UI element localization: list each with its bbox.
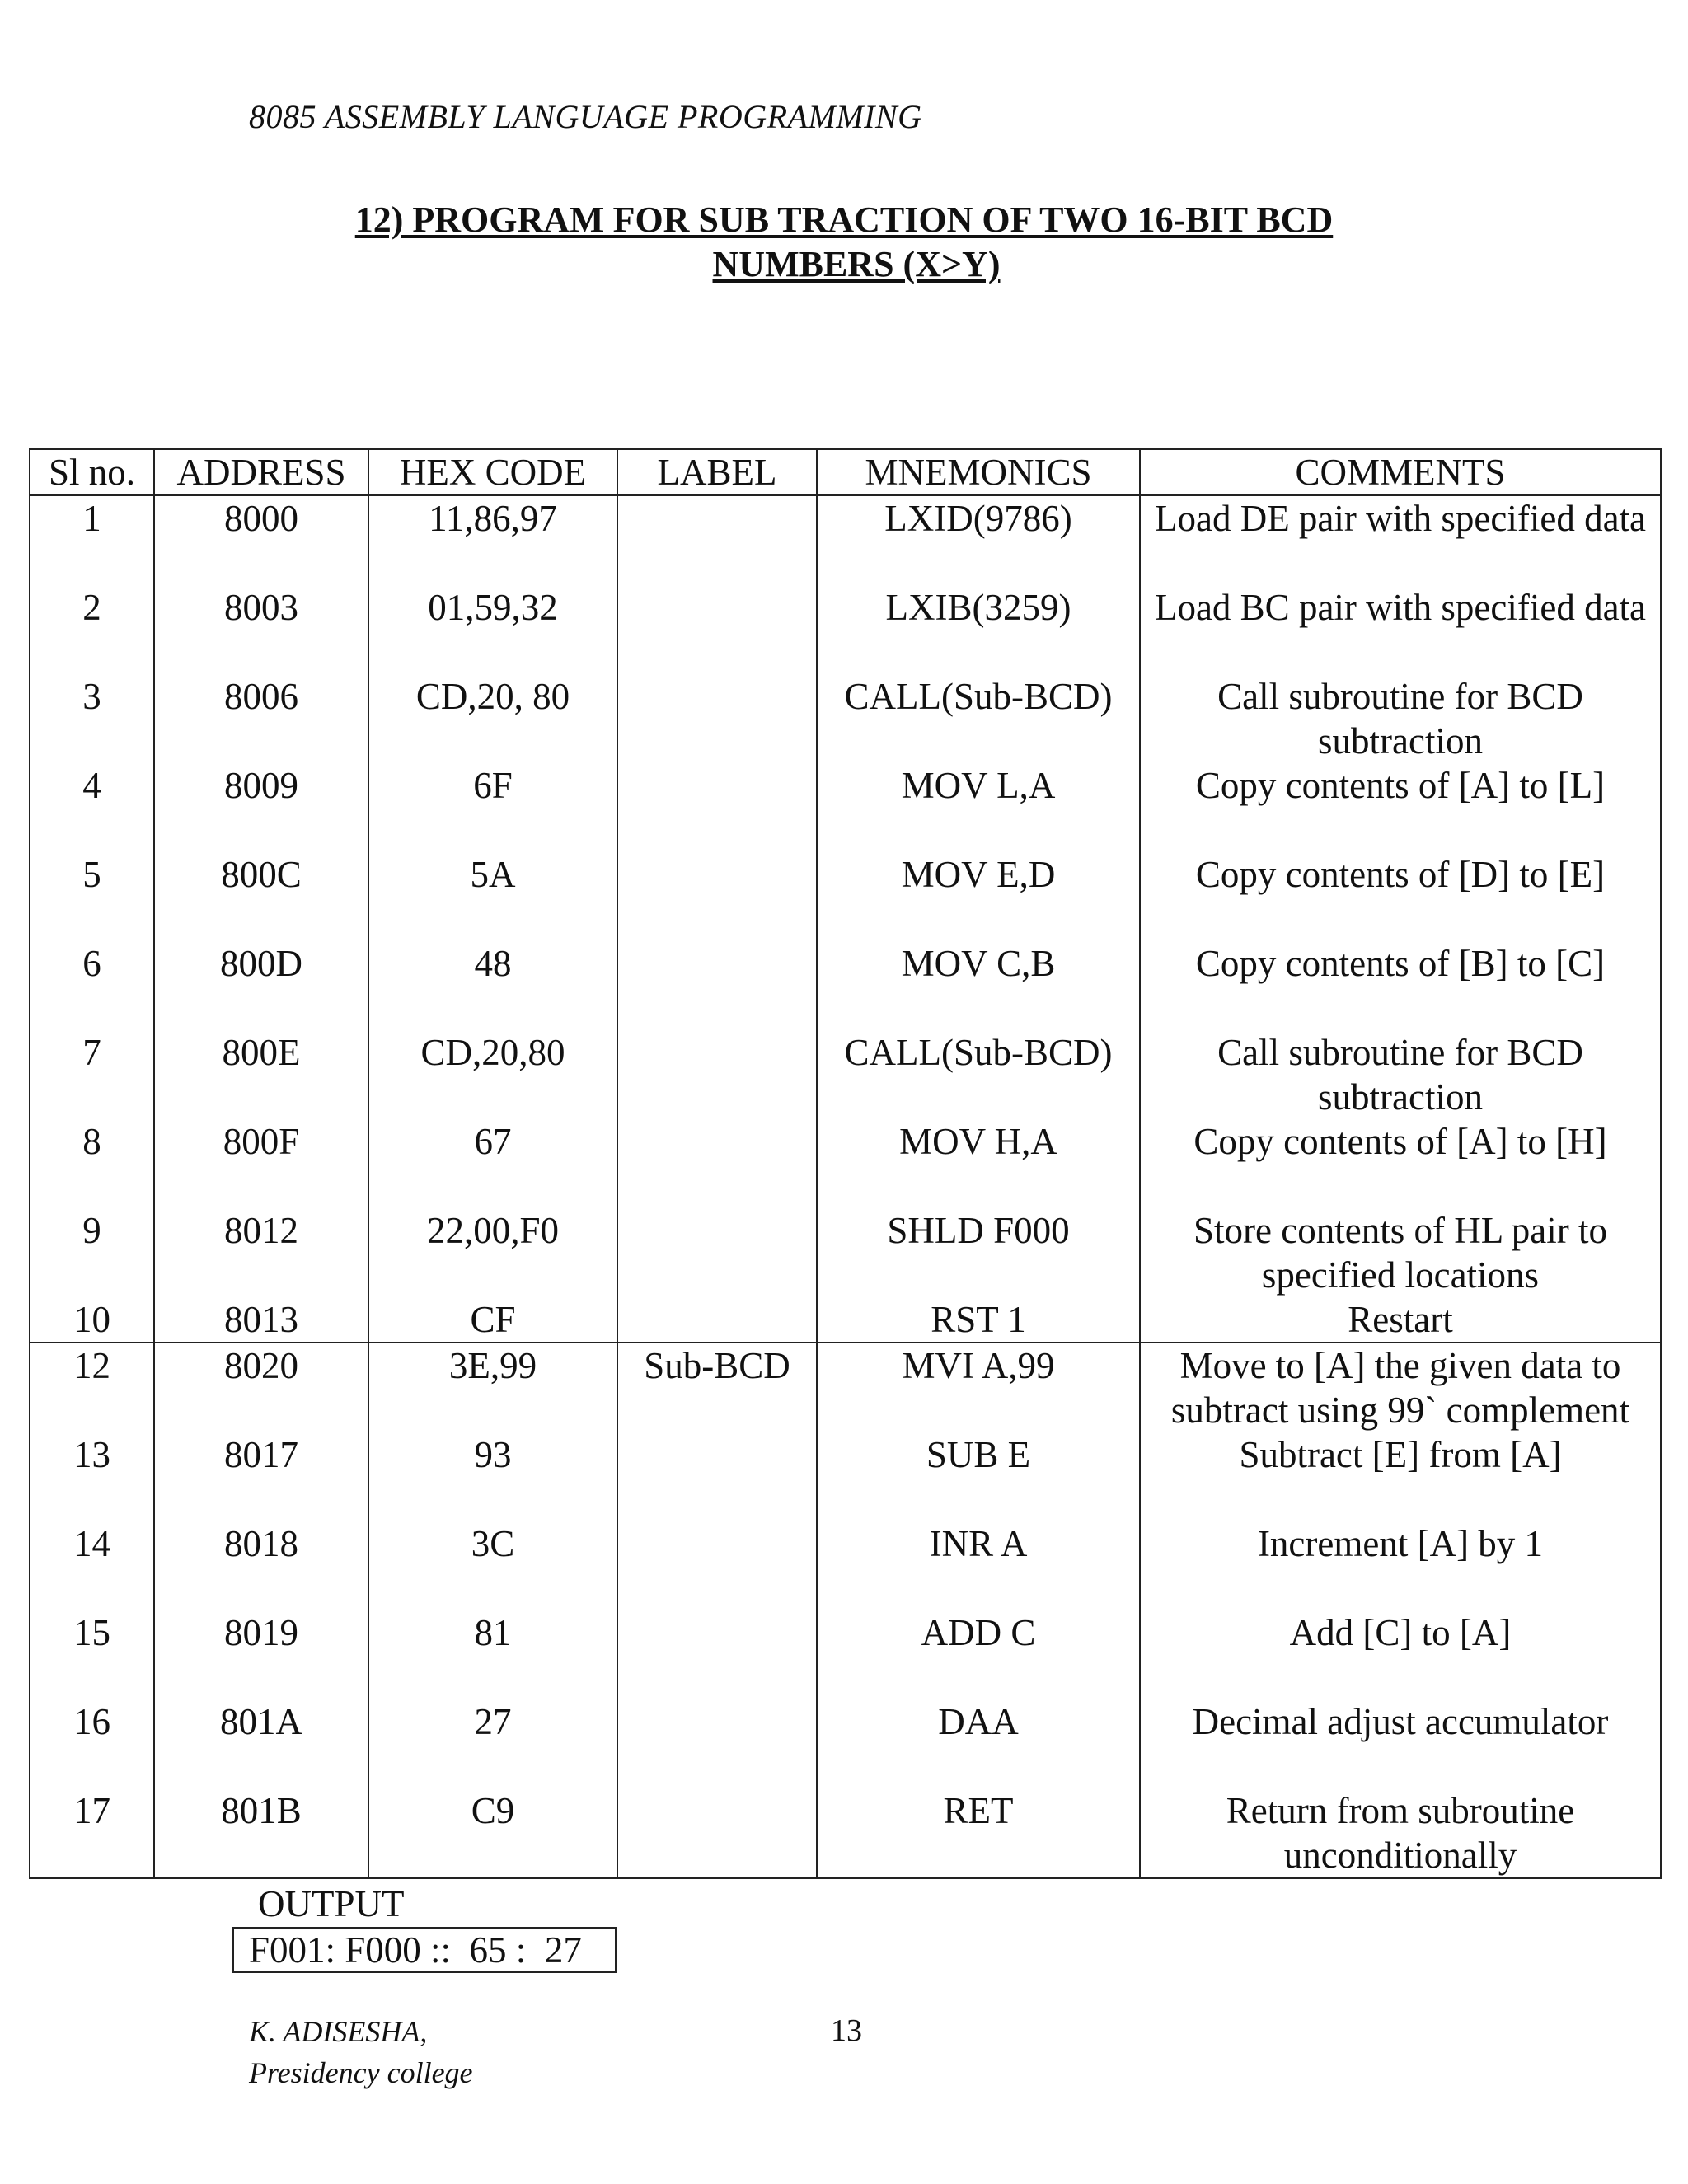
cell-mnemonic: RET — [817, 1788, 1140, 1878]
cell-hex-code: 67 — [368, 1119, 617, 1208]
cell-hex-code: 01,59,32 — [368, 585, 617, 674]
cell-mnemonic: MOV H,A — [817, 1119, 1140, 1208]
header-label: LABEL — [617, 449, 817, 495]
cell-label — [617, 1788, 817, 1878]
cell-comment: Move to [A] the given data to subtract using 99` complement — [1140, 1343, 1661, 1432]
cell-label — [617, 941, 817, 1030]
cell-label — [617, 674, 817, 763]
cell-comment: Copy contents of [A] to [H] — [1140, 1119, 1661, 1208]
cell-sl-no: 8 — [30, 1119, 154, 1208]
cell-label — [617, 495, 817, 585]
cell-comment: Restart — [1140, 1297, 1661, 1343]
cell-comment: Return from subroutine unconditionally — [1140, 1788, 1661, 1878]
cell-hex-code: 22,00,F0 — [368, 1208, 617, 1297]
table-row — [30, 1610, 1661, 1699]
cell-address: 8006 — [154, 674, 368, 763]
cell-sl-no: 15 — [30, 1610, 154, 1699]
cell-mnemonic: LXID(9786) — [817, 495, 1140, 585]
table-row — [30, 495, 1661, 585]
cell-mnemonic: RST 1 — [817, 1297, 1140, 1343]
cell-address: 8013 — [154, 1297, 368, 1343]
cell-comment: Add [C] to [A] — [1140, 1610, 1661, 1699]
cell-address: 801B — [154, 1788, 368, 1878]
cell-address: 8003 — [154, 585, 368, 674]
cell-label — [617, 1119, 817, 1208]
page-number: 13 — [831, 2013, 862, 2048]
cell-hex-code: CD,20,80 — [368, 1030, 617, 1119]
table-row — [30, 1432, 1661, 1521]
running-header: 8085 ASSEMBLY LANGUAGE PROGRAMMING — [249, 98, 922, 135]
table-row — [30, 1208, 1661, 1297]
cell-comment: Decimal adjust accumulator — [1140, 1699, 1661, 1788]
cell-sl-no: 3 — [30, 674, 154, 763]
cell-sl-no: 17 — [30, 1788, 154, 1878]
cell-comment: Call subroutine for BCD subtraction — [1140, 674, 1661, 763]
cell-sl-no: 1 — [30, 495, 154, 585]
footer-author — [249, 2011, 473, 2093]
cell-mnemonic: ADD C — [817, 1610, 1140, 1699]
cell-mnemonic: MOV L,A — [817, 763, 1140, 852]
table-row — [30, 1297, 1661, 1343]
cell-address: 8020 — [154, 1343, 368, 1432]
cell-label — [617, 1208, 817, 1297]
title-line-1: 12) PROGRAM FOR SUB TRACTION OF TWO 16-BIT BCD — [354, 199, 1334, 240]
cell-hex-code: 11,86,97 — [368, 495, 617, 585]
cell-comment: Call subroutine for BCD subtraction — [1140, 1030, 1661, 1119]
cell-label — [617, 1297, 817, 1343]
table-row — [30, 674, 1661, 763]
cell-sl-no: 10 — [30, 1297, 154, 1343]
cell-label — [617, 852, 817, 941]
cell-hex-code: 6F — [368, 763, 617, 852]
cell-comment: Copy contents of [D] to [E] — [1140, 852, 1661, 941]
cell-comment: Copy contents of [A] to [L] — [1140, 763, 1661, 852]
cell-label — [617, 1699, 817, 1788]
table-row — [30, 941, 1661, 1030]
cell-hex-code: 81 — [368, 1610, 617, 1699]
cell-sl-no: 2 — [30, 585, 154, 674]
cell-hex-code: 48 — [368, 941, 617, 1030]
author-name: K. ADISESHA, — [249, 2015, 428, 2048]
cell-address: 800C — [154, 852, 368, 941]
cell-comment: Copy contents of [B] to [C] — [1140, 941, 1661, 1030]
cell-label — [617, 1610, 817, 1699]
table-row — [30, 1119, 1661, 1208]
cell-sl-no: 12 — [30, 1343, 154, 1432]
header-sl-no: Sl no. — [30, 449, 154, 495]
cell-mnemonic: MVI A,99 — [817, 1343, 1140, 1432]
cell-sl-no: 13 — [30, 1432, 154, 1521]
cell-label — [617, 1030, 817, 1119]
cell-address: 800E — [154, 1030, 368, 1119]
table-row — [30, 852, 1661, 941]
cell-label — [617, 1521, 817, 1610]
cell-mnemonic: MOV C,B — [817, 941, 1140, 1030]
cell-mnemonic: SHLD F000 — [817, 1208, 1140, 1297]
cell-sl-no: 4 — [30, 763, 154, 852]
cell-mnemonic: DAA — [817, 1699, 1140, 1788]
cell-label — [617, 1432, 817, 1521]
cell-sl-no: 9 — [30, 1208, 154, 1297]
header-mnemonics: MNEMONICS — [817, 449, 1140, 495]
cell-hex-code: CD,20, 80 — [368, 674, 617, 763]
cell-sl-no: 14 — [30, 1521, 154, 1610]
cell-mnemonic: MOV E,D — [817, 852, 1140, 941]
cell-hex-code: 5A — [368, 852, 617, 941]
header-address: ADDRESS — [154, 449, 368, 495]
cell-comment: Store contents of HL pair to specified locations — [1140, 1208, 1661, 1297]
cell-mnemonic: CALL(Sub-BCD) — [817, 674, 1140, 763]
table-body — [30, 495, 1661, 1878]
table-row — [30, 585, 1661, 674]
cell-address: 800D — [154, 941, 368, 1030]
table-row — [30, 1699, 1661, 1788]
cell-hex-code: 27 — [368, 1699, 617, 1788]
cell-sl-no: 6 — [30, 941, 154, 1030]
cell-hex-code: 3E,99 — [368, 1343, 617, 1432]
table-row — [30, 1030, 1661, 1119]
table-row — [30, 1343, 1661, 1432]
page-title — [0, 198, 1688, 287]
cell-label — [617, 585, 817, 674]
table-header-row — [30, 449, 1661, 495]
cell-address: 8000 — [154, 495, 368, 585]
program-table — [29, 448, 1662, 1879]
cell-address: 8017 — [154, 1432, 368, 1521]
output-label: OUTPUT — [258, 1883, 405, 1924]
cell-sl-no: 5 — [30, 852, 154, 941]
cell-sl-no: 16 — [30, 1699, 154, 1788]
table-row — [30, 763, 1661, 852]
cell-mnemonic: SUB E — [817, 1432, 1140, 1521]
cell-mnemonic: INR A — [817, 1521, 1140, 1610]
table-row — [30, 1521, 1661, 1610]
cell-comment: Load DE pair with specified data — [1140, 495, 1661, 585]
author-college: Presidency college — [249, 2056, 473, 2089]
cell-label: Sub-BCD — [617, 1343, 817, 1432]
cell-hex-code: CF — [368, 1297, 617, 1343]
cell-comment: Subtract [E] from [A] — [1140, 1432, 1661, 1521]
header-comments: COMMENTS — [1140, 449, 1661, 495]
cell-comment: Increment [A] by 1 — [1140, 1521, 1661, 1610]
title-line-2: NUMBERS (X>Y) — [712, 244, 1001, 284]
cell-address: 8018 — [154, 1521, 368, 1610]
output-box: F001: F000 :: 65 : 27 — [232, 1927, 617, 1973]
cell-address: 8019 — [154, 1610, 368, 1699]
cell-hex-code: 93 — [368, 1432, 617, 1521]
cell-mnemonic: LXIB(3259) — [817, 585, 1140, 674]
cell-address: 800F — [154, 1119, 368, 1208]
cell-comment: Load BC pair with specified data — [1140, 585, 1661, 674]
table-row — [30, 1788, 1661, 1878]
cell-hex-code: C9 — [368, 1788, 617, 1878]
cell-address: 801A — [154, 1699, 368, 1788]
cell-hex-code: 3C — [368, 1521, 617, 1610]
cell-mnemonic: CALL(Sub-BCD) — [817, 1030, 1140, 1119]
cell-label — [617, 763, 817, 852]
header-hex-code: HEX CODE — [368, 449, 617, 495]
cell-address: 8012 — [154, 1208, 368, 1297]
cell-address: 8009 — [154, 763, 368, 852]
cell-sl-no: 7 — [30, 1030, 154, 1119]
